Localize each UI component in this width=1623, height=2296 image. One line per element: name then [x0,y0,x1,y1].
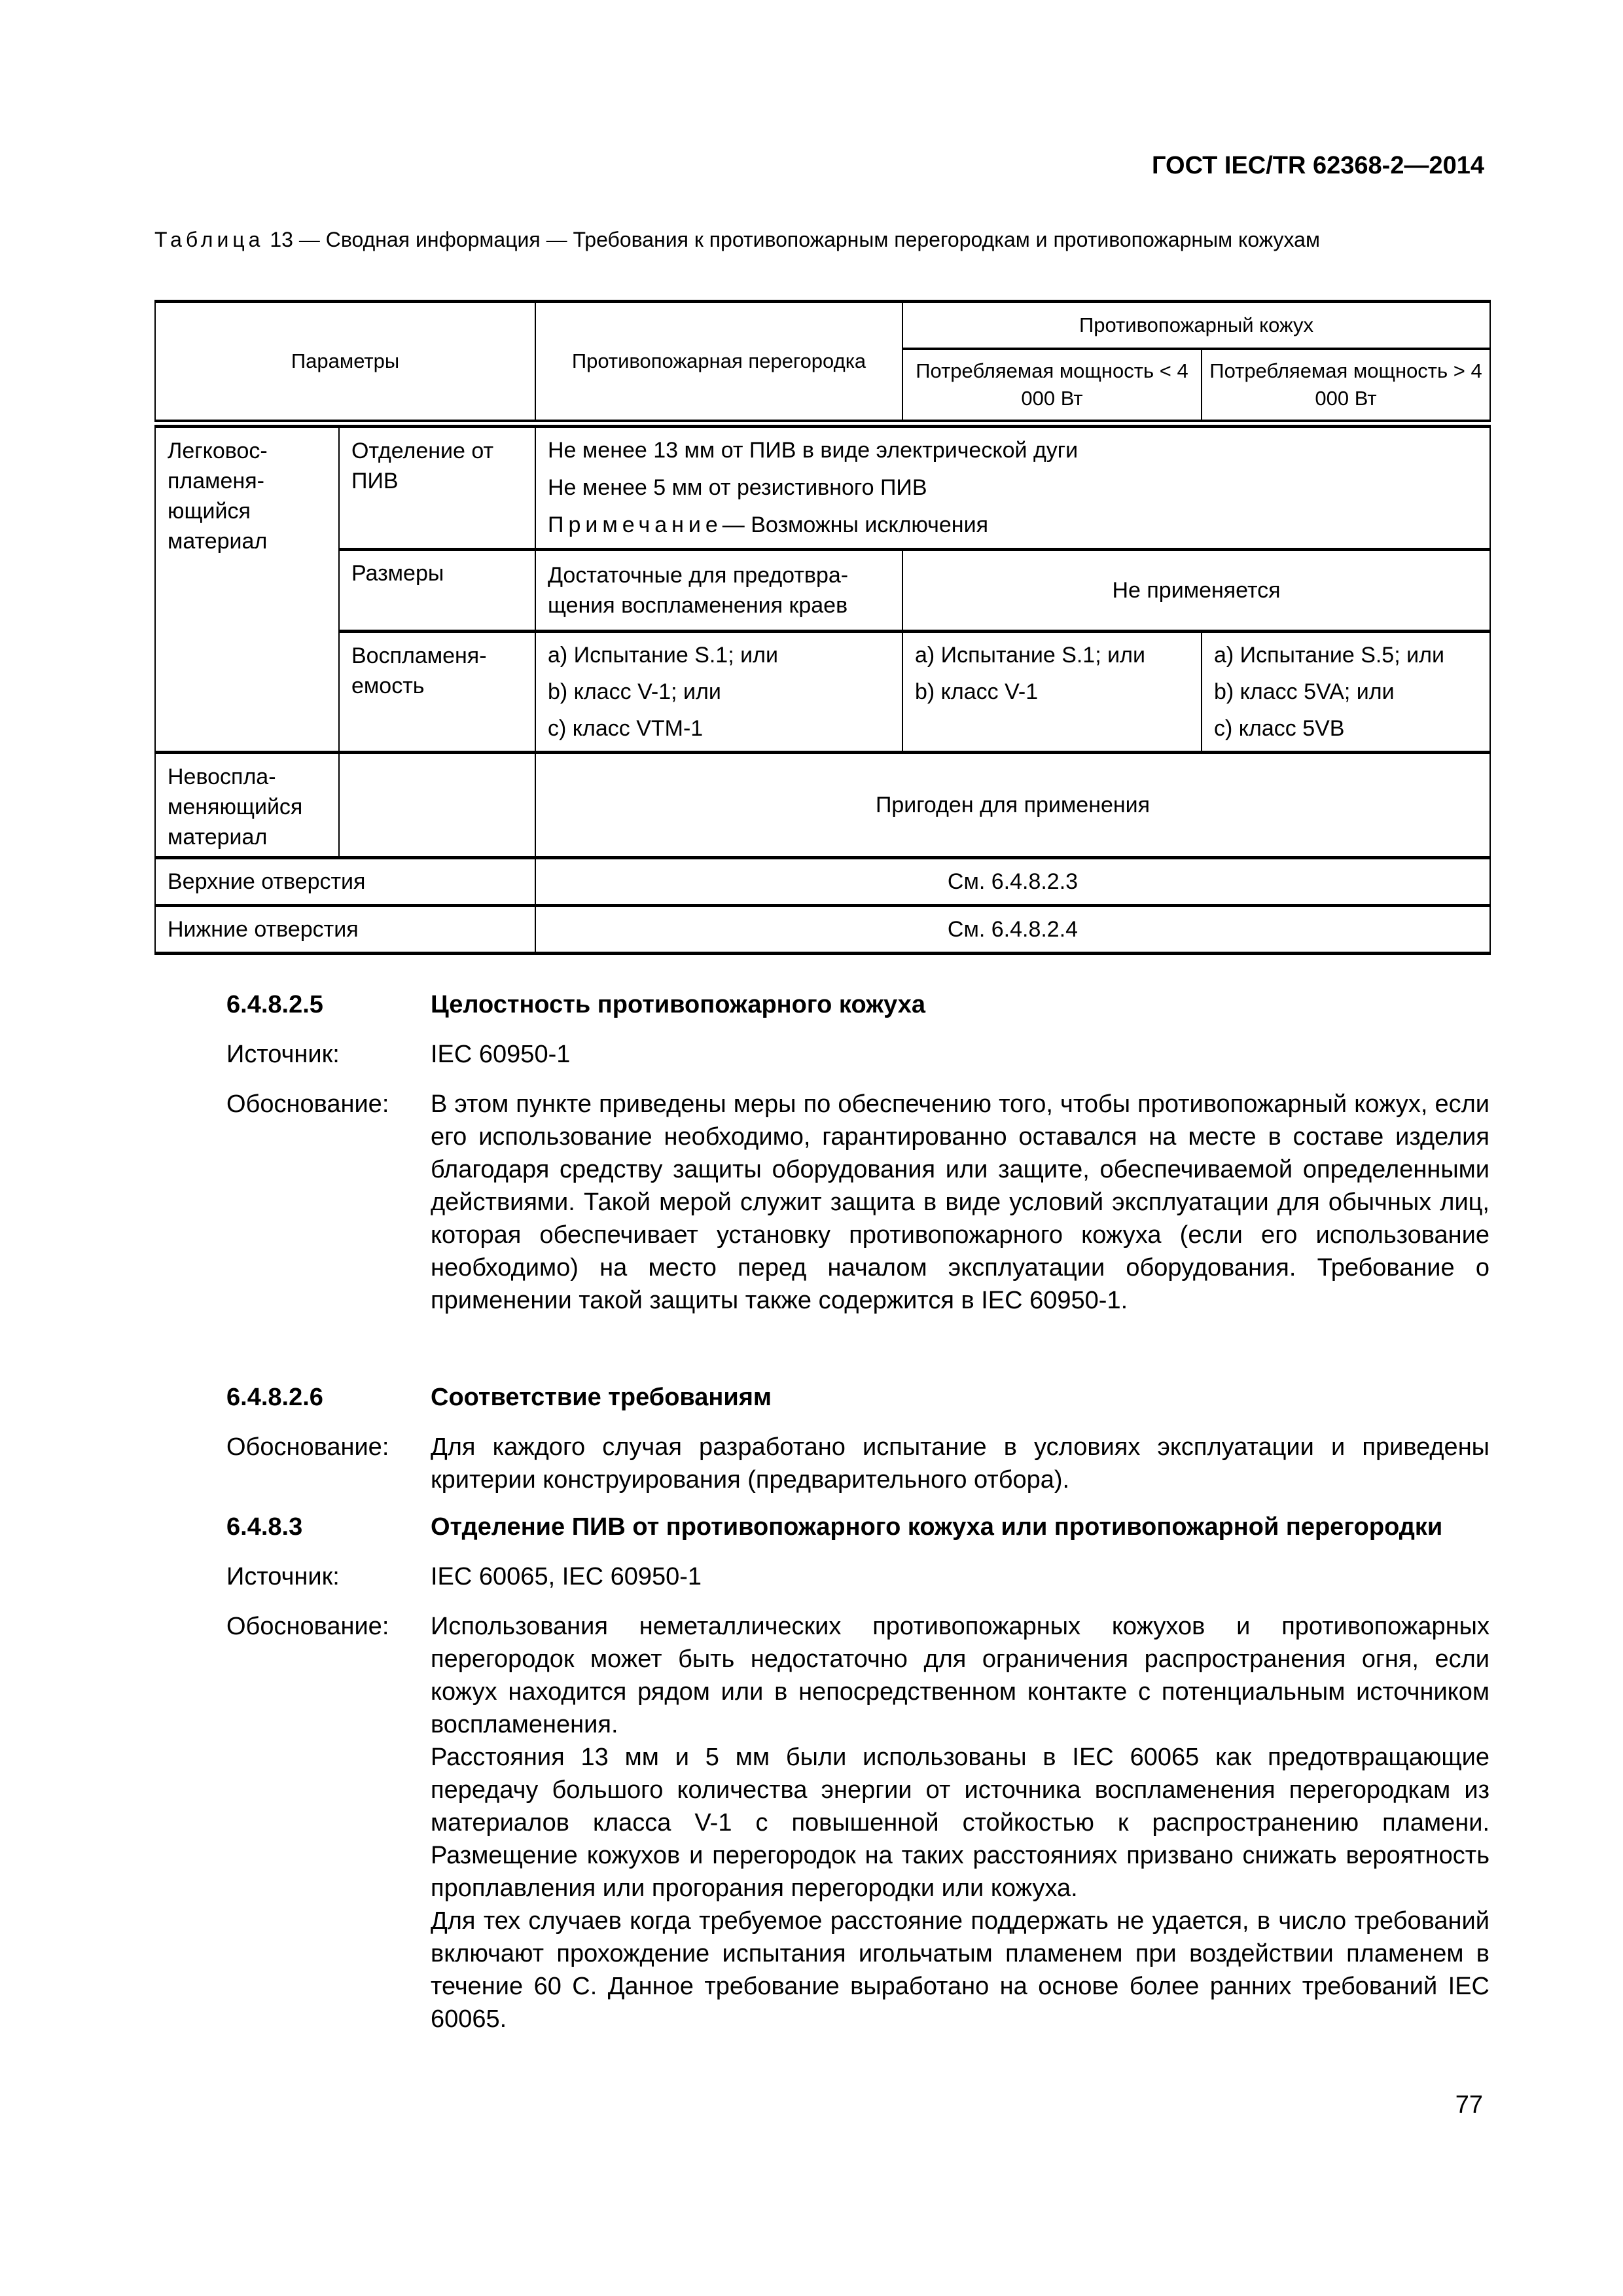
flammability-item: a) Испытание S.5; или [1214,642,1444,668]
header-enclosure-high: Потребляемая мощность > 4 000 Вт [1202,349,1490,421]
separation-note [548,507,1478,544]
source-row [226,1560,1489,1593]
rationale-paragraph: Для тех случаев когда требуемое расстояние поддержать не удается, в число требований включают прохождение испытания игольчатым пламенем при воздействии пламенем в течение 60 С. Данное требование выработано на основе более ранних требований IEC 60065. [431,1907,1489,2033]
separation-values [535,426,1490,549]
flammability-enclosure-high [1202,631,1490,752]
dimensions-enclosure: Не применяется [902,549,1490,631]
caption-text: — Сводная информация — Требования к противопожарным перегородкам и противопожарным кожухам [298,228,1320,251]
note-text: — Возможны исключения [722,512,988,537]
rationale-label: Обоснование: [226,1433,389,1461]
source-row [226,1038,1489,1071]
flammability-item: c) класс VTM-1 [548,715,704,741]
section-title: Целостность противопожарного кожуха [431,991,925,1018]
rationale-label: Обоснование: [226,1613,389,1640]
param-top-openings: Верхние отверстия [155,857,535,905]
source-value: IEC 60950-1 [431,1041,571,1068]
flammability-item: b) класс V-1; или [548,679,721,704]
header-enclosure-low: Потребляемая мощность < 4 000 Вт [902,349,1202,421]
section-heading [226,1511,1489,1543]
section-number: 6.4.8.2.5 [226,991,323,1018]
section-title: Соответствие требованиям [431,1384,772,1411]
rationale-row [226,1431,1489,1496]
source-value: IEC 60065, IEC 60950-1 [431,1563,702,1590]
requirements-table [154,300,1491,955]
source-label: Источник: [226,1563,340,1590]
header-barrier: Противопожарная перегородка [535,302,902,421]
flammability-barrier [535,631,902,752]
caption-number: 13 [270,228,293,251]
rationale-paragraph: В этом пункте приведены меры по обеспечению того, чтобы противопожарный кожух, если его использование необходимо, гарантированно оставался на месте в составе изделия благодаря средству защиты оборудования или защите, обеспечиваемой определенными действиями. Такой мерой служит защита в виде условий эксплуатации для обычных лиц, которая обеспечивает установку противопожарного кожуха (если его использование необходимо) на место перед началом эксплуатации оборудования. Требование о применении такой защиты также содержится в IEC 60950-1. [431,1090,1489,1314]
note-label: Примечание [548,512,722,537]
nonflammable-value: Пригоден для применения [535,752,1490,857]
param-separation: Отделение от ПИВ [339,426,535,549]
flammability-enclosure-low [902,631,1202,752]
flammability-item: b) класс 5VA; или [1214,679,1395,704]
caption-label: Таблица [154,228,264,251]
header-parameters: Параметры [155,302,535,421]
section-heading [226,988,1489,1021]
separation-line: Не менее 5 мм от резистивного ПИВ [548,475,927,500]
rationale-paragraph: Для каждого случая разработано испытание в условиях эксплуатации и приведены критерии конструирования (предварительного отбора). [431,1433,1489,1494]
section-6-4-8-2-6 [226,1381,1489,1496]
dimensions-barrier: Достаточные для предотвра-щения воспламенения краев [535,549,902,631]
group-flammable: Легковос-пламеня-ющийся материал [155,426,339,752]
source-label: Источник: [226,1041,340,1068]
section-heading [226,1381,1489,1414]
bottom-openings-ref: См. 6.4.8.2.4 [535,905,1490,953]
section-number: 6.4.8.2.6 [226,1384,323,1411]
top-openings-ref: См. 6.4.8.2.3 [535,857,1490,905]
flammability-item: c) класс 5VB [1214,715,1345,741]
section-6-4-8-2-5 [226,988,1489,1317]
flammability-item: a) Испытание S.1; или [915,642,1145,668]
rationale-paragraph: Расстояния 13 мм и 5 мм были использованы в IEC 60065 как предотвращающие передачу большого количества энергии от источника воспламенения перегородкам из материалов класса V-1 с повышенной стойкостью к распространению пламени. Размещение кожухов и перегородок на таких расстояниях призвано снижать вероятность проплавления или прогорания перегородки или кожуха. [431,1744,1489,1902]
separation-line: Не менее 13 мм от ПИВ в виде электрической дуги [548,437,1079,463]
section-6-4-8-3 [226,1511,1489,2036]
param-dimensions: Размеры [339,549,535,631]
empty-cell [339,752,535,857]
rationale-label: Обоснование: [226,1090,389,1118]
param-flammability: Воспламеня-емость [339,631,535,752]
header-enclosure: Противопожарный кожух [902,302,1490,349]
rationale-paragraph: Использования неметаллических противопожарных кожухов и противопожарных перегородок может быть недостаточно для ограничения распространения огня, если кожух находится рядом или в непосредственном контакте с потенциальным источником воспламенения. [431,1613,1489,1738]
group-nonflammable: Невоспла-меняющийся материал [155,752,339,857]
flammability-item: b) класс V-1 [915,679,1039,704]
param-bottom-openings: Нижние отверстия [155,905,535,953]
flammability-item: a) Испытание S.1; или [548,642,778,668]
rationale-row [226,1088,1489,1317]
page-number: 77 [1455,2091,1483,2119]
section-title: Отделение ПИВ от противопожарного кожуха или противопожарной перегородки [431,1513,1443,1541]
rationale-row [226,1610,1489,2036]
document-id-header: ГОСТ IEC/TR 62368-2—2014 [1152,152,1484,179]
section-number: 6.4.8.3 [226,1513,303,1541]
table-caption [154,224,1489,255]
